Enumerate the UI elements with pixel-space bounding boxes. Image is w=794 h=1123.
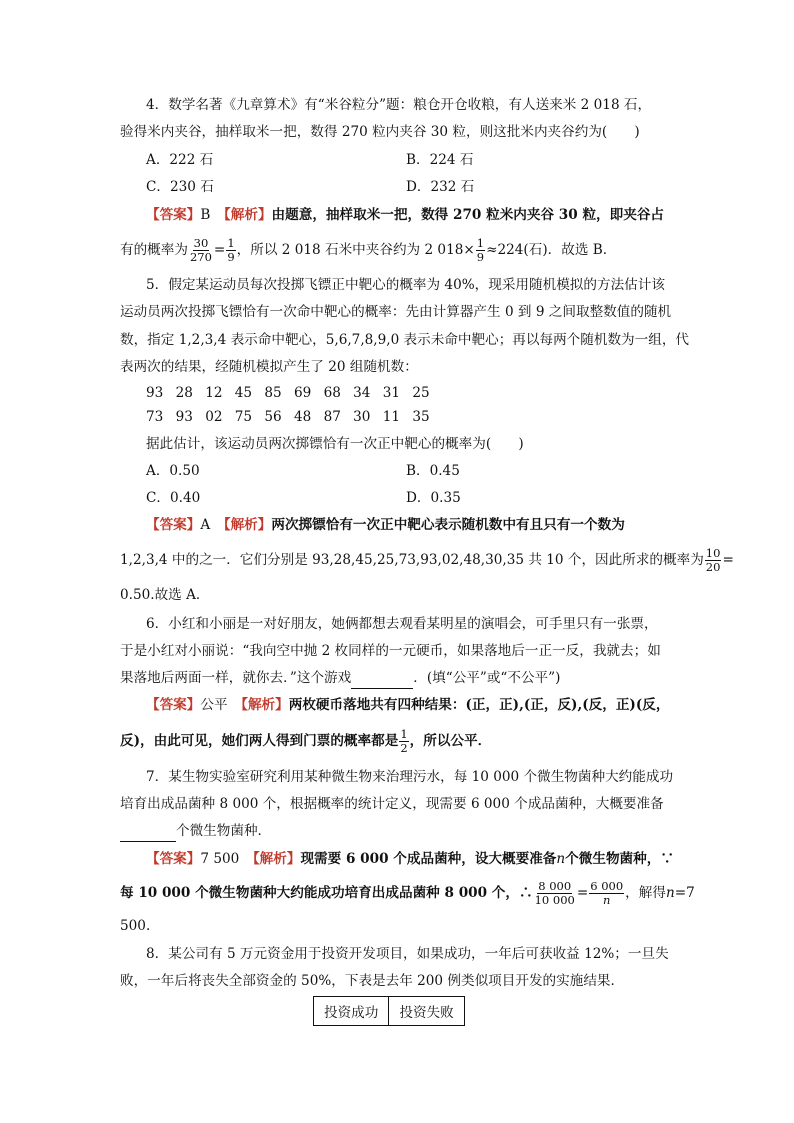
answer-value: 公平: [200, 697, 228, 713]
random-number: 93: [175, 409, 193, 425]
analysis-tag: 【解析】: [241, 697, 289, 713]
variable-n: n: [556, 851, 566, 867]
analysis-text: 现需要 6 000 个成品菌种，设大概要准备: [300, 851, 557, 867]
random-number: 48: [293, 409, 312, 425]
answer-value: B: [200, 207, 211, 223]
q5-stem-line2: 运动员两次投掷飞镖恰有一次命中靶心的概率：先由计算器产生 0 到 9 之间取整数值的随机: [120, 304, 672, 320]
random-number: 85: [264, 385, 282, 401]
q5-analysis-line2: [120, 544, 734, 576]
q7-analysis-line2: [120, 876, 695, 910]
stem-text: ．(填“公平”或“不公平”): [413, 670, 561, 686]
q7-answer-line: [146, 849, 674, 869]
equals-sign: =: [722, 552, 734, 568]
random-number: 34: [353, 385, 371, 401]
random-number: 28: [175, 385, 193, 401]
random-number: 31: [382, 385, 401, 401]
answer-value: 7 500: [200, 851, 240, 867]
fraction: [189, 237, 213, 264]
q4-stem-line1: 4．数学名著《九章算术》有“米谷粒分”题：粮仓开仓收粮，有人送来米 2 018 石，: [146, 97, 652, 113]
q5-answer-line: [146, 515, 625, 535]
analysis-text: ，解得: [625, 885, 666, 901]
frac-num: 30: [193, 236, 209, 250]
q6-answer-line: [146, 695, 669, 715]
answer-tag: 【答案】: [146, 207, 201, 223]
analysis-text: ，所以 2 018 石米中夹谷约为 2 018×: [236, 242, 475, 258]
analysis-text: =7: [674, 885, 695, 901]
q5-stem-line1: 5．假定某运动员每次投掷飞镖正中靶心的概率为 40%，现采用随机模拟的方法估计该: [146, 277, 665, 293]
random-number: 30: [353, 409, 371, 425]
q4-option-c: C．230 石: [146, 179, 214, 195]
analysis-text: 1,2,3,4 中的之一．它们分别是 93,28,45,25,73,93,02,48,30,35 共 10 个，因此所求的概率为: [120, 552, 704, 568]
table-header-cell: 投资失败: [389, 997, 464, 1026]
equals-sign: =: [576, 885, 589, 901]
analysis-text: 反)，由此可见，她们两人得到门票的概率都是: [120, 733, 399, 749]
frac-num: 1: [476, 236, 485, 250]
frac-num: 8 000: [538, 879, 572, 893]
q7-stem-line1: 7．某生物实验室研究利用某种微生物来治理污水，每 10 000 个微生物菌种大约能成功: [146, 769, 674, 785]
answer-tag: 【答案】: [146, 517, 201, 533]
random-number: 68: [323, 385, 341, 401]
fraction: [589, 880, 624, 907]
analysis-tag: 【解析】: [223, 517, 272, 533]
analysis-text: 两次掷镖恰有一次正中靶心表示随机数中有且只有一个数为: [271, 517, 625, 533]
answer-tag: 【答案】: [146, 697, 201, 713]
frac-den: 20: [705, 560, 721, 574]
analysis-tag: 【解析】: [252, 851, 301, 867]
fraction: [705, 547, 722, 574]
analysis-text: 有的概率为: [120, 242, 188, 258]
q5-question: 据此估计，该运动员两次掷镖恰有一次正中靶心的概率为( ): [146, 436, 524, 452]
q5-analysis-line3: 0.50.故选 A．: [120, 587, 210, 603]
q4-analysis-line2: [120, 234, 616, 266]
random-number: 45: [234, 385, 253, 401]
q7-stem-line3: [120, 821, 271, 842]
q7-stem-line2: 培育出成品菌种 8 000 个，根据概率的统计定义，现需要 6 000 个成品菌种，大概要准备: [120, 796, 664, 812]
q6-stem-line2: 于是小红对小丽说：“我向空中抛 2 枚同样的一元硬币，如果落地后一正一反，我就去；如: [120, 643, 661, 659]
q5-stem-line3: 数，指定 1,2,3,4 表示命中靶心，5,6,7,8,9,0 表示未命中靶心；再以每两个随机数为一组，代: [120, 332, 690, 348]
answer-blank: [351, 668, 413, 689]
answer-value: A: [200, 517, 211, 533]
random-number: 11: [382, 409, 401, 425]
q5-option-c: C．0.40: [146, 490, 201, 506]
frac-den: 9: [476, 250, 485, 264]
q8-stem-line1: 8．某公司有 5 万元资金用于投资开发项目，如果成功，一年后可获收益 12%；一旦失: [146, 946, 669, 962]
q4-option-b: B．224 石: [406, 152, 474, 168]
q4-answer-line: [146, 205, 664, 225]
frac-den: n: [602, 893, 611, 907]
random-number: 75: [234, 409, 253, 425]
random-number: 56: [264, 409, 282, 425]
q6-stem-line3: [120, 668, 560, 689]
frac-den: 10 000: [534, 893, 575, 907]
stem-text: 个微生物菌种．: [176, 823, 272, 839]
fraction: [399, 728, 408, 755]
q6-stem-line1: 6．小红和小丽是一对好朋友，她俩都想去观看某明星的演唱会，可手里只有一张票，: [146, 616, 658, 632]
analysis-text: ，所以公平．: [409, 733, 492, 749]
frac-den: 2: [400, 741, 408, 755]
fraction: [476, 237, 485, 264]
frac-den: 270: [189, 250, 212, 264]
analysis-text: 由题意，抽样取米一把，数得 270 粒米内夹谷 30 粒，即夹谷占: [271, 207, 665, 223]
q4-option-d: D．232 石: [406, 179, 475, 195]
equals-sign: =: [213, 242, 226, 258]
random-number: 93: [146, 385, 164, 401]
fraction: [226, 237, 235, 264]
analysis-text: 个微生物菌种，∵: [565, 851, 674, 867]
frac-den: 9: [227, 250, 235, 264]
random-number: 87: [323, 409, 341, 425]
frac-num: 1: [400, 727, 408, 741]
random-number: 69: [293, 385, 312, 401]
q8-stem-line2: 败，一年后将丧失全部资金的 50%，下表是去年 200 例类似项目开发的实施结果．: [120, 973, 625, 989]
random-number: 25: [412, 385, 430, 401]
table-header-row: [314, 997, 465, 1026]
q5-stem-line4: 表两次的结果，经随机模拟产生了 20 组随机数：: [120, 359, 418, 375]
q5-option-d: D．0.35: [406, 490, 461, 506]
random-number-row-1: [146, 383, 442, 403]
analysis-text: ≈224(石)．故选 B．: [486, 242, 617, 258]
answer-tag: 【答案】: [146, 851, 201, 867]
q6-analysis-line2: [120, 725, 491, 757]
stem-text: 果落地后两面一样，就你去．”这个游戏: [120, 670, 352, 686]
random-number: 12: [205, 385, 223, 401]
table-header-cell: 投资成功: [314, 997, 389, 1026]
random-number: 35: [412, 409, 430, 425]
analysis-text: 每 10 000 个微生物菌种大约能成功培育出成品菌种 8 000 个，∴: [120, 885, 533, 901]
investment-result-table: [313, 996, 465, 1026]
random-number-row-2: [146, 407, 442, 427]
random-number: 02: [205, 409, 223, 425]
q4-stem-line2: 验得米内夹谷，抽样取米一把，数得 270 粒内夹谷 30 粒，则这批米内夹谷约为( ): [120, 124, 640, 140]
q5-option-b: B．0.45: [406, 463, 460, 479]
analysis-text: 两枚硬币落地共有四种结果：(正，正),(正，反),(反，正)(反，: [288, 697, 670, 713]
analysis-tag: 【解析】: [223, 207, 272, 223]
random-number: 73: [146, 409, 164, 425]
answer-blank: [120, 821, 176, 842]
q5-option-a: A．0.50: [146, 463, 200, 479]
fraction: [534, 880, 576, 907]
frac-num: 6 000: [590, 879, 624, 893]
variable-n: n: [665, 885, 675, 901]
q4-option-a: A．222 石: [146, 152, 214, 168]
frac-num: 1: [227, 236, 235, 250]
frac-num: 10: [705, 546, 721, 560]
q7-analysis-line3: 500.: [120, 918, 151, 934]
